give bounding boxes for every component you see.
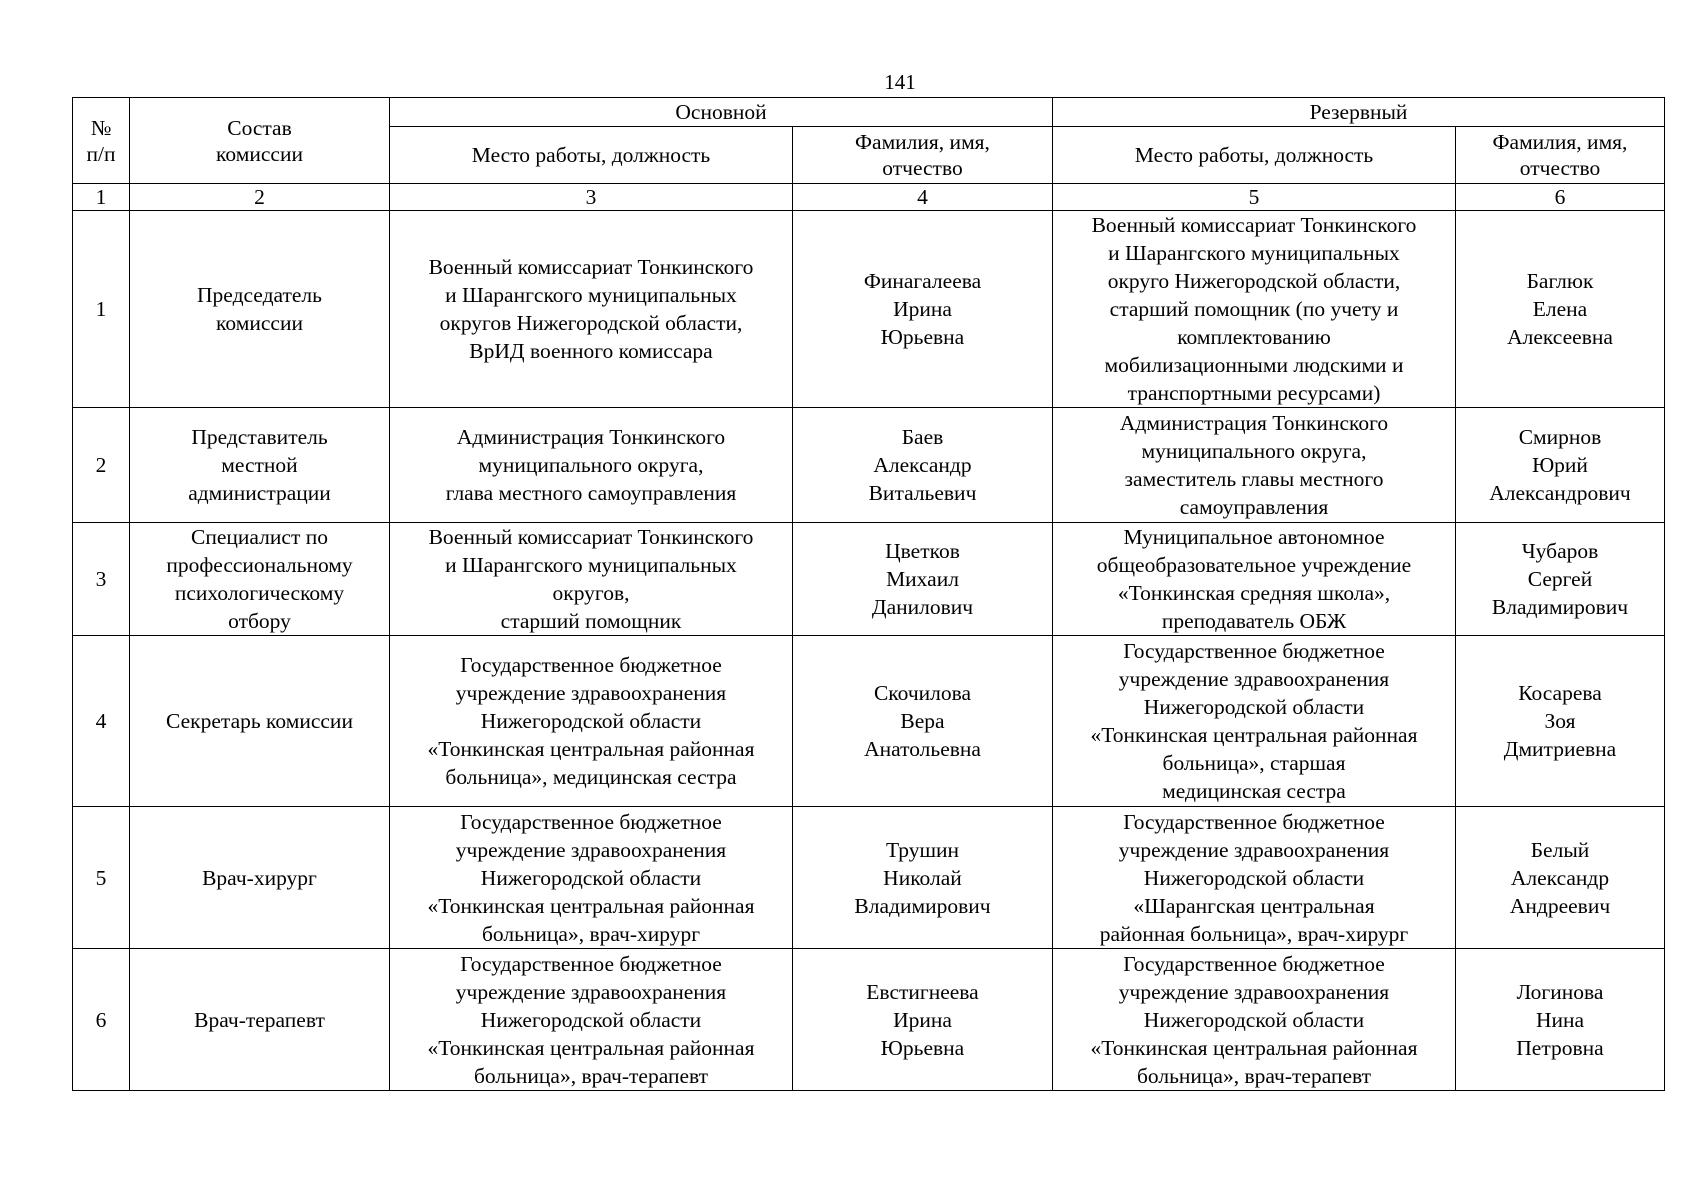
header-main-fio: Фамилия, имя, отчество xyxy=(793,127,1053,184)
page-number: 141 xyxy=(884,70,916,94)
table-row xyxy=(73,636,1665,807)
row-reserve-workplace: Государственное бюджетное учреждение здравоохранения Нижегородской области «Тонкинская центральная районная больница», старшая медицинская сестра xyxy=(1053,636,1456,807)
row-main-fio: Скочилова Вера Анатольевна xyxy=(793,636,1053,807)
row-reserve-fio: Чубаров Сергей Владимирович xyxy=(1456,523,1665,636)
row-role: Представитель местной администрации xyxy=(130,408,390,523)
row-reserve-fio: Смирнов Юрий Александрович xyxy=(1456,408,1665,523)
column-number: 2 xyxy=(130,184,390,211)
header-row-groups xyxy=(73,98,1665,127)
row-main-workplace: Государственное бюджетное учреждение здравоохранения Нижегородской области «Тонкинская центральная районная больница», медицинская сестра xyxy=(390,636,793,807)
table-row xyxy=(73,211,1665,408)
row-main-fio: Евстигнеева Ирина Юрьевна xyxy=(793,949,1053,1091)
row-reserve-workplace: Муниципальное автономное общеобразовательное учреждение «Тонкинская средняя школа», преподаватель ОБЖ xyxy=(1053,523,1456,636)
row-main-fio: Цветков Михаил Данилович xyxy=(793,523,1053,636)
row-reserve-fio: Белый Александр Андреевич xyxy=(1456,807,1665,949)
row-number: 4 xyxy=(73,636,130,807)
row-main-fio: Баев Александр Витальевич xyxy=(793,408,1053,523)
commission-table xyxy=(72,97,1665,1091)
row-number: 2 xyxy=(73,408,130,523)
header-main-group: Основной xyxy=(390,98,1053,127)
table-row xyxy=(73,807,1665,949)
row-reserve-workplace: Администрация Тонкинского муниципального округа, заместитель главы местного самоуправления xyxy=(1053,408,1456,523)
row-reserve-fio: Логинова Нина Петровна xyxy=(1456,949,1665,1091)
column-number-row xyxy=(73,184,1665,211)
row-reserve-fio: Косарева Зоя Дмитриевна xyxy=(1456,636,1665,807)
column-number: 3 xyxy=(390,184,793,211)
row-main-workplace: Военный комиссариат Тонкинского и Шарангского муниципальных округов, старший помощник xyxy=(390,523,793,636)
row-reserve-workplace: Военный комиссариат Тонкинского и Шарангского муниципальных округо Нижегородской области, старший помощник (по учету и комплектованию мобилизационными людскими и транспортными ресурсами) xyxy=(1053,211,1456,408)
column-number: 4 xyxy=(793,184,1053,211)
header-num: № п/п xyxy=(73,98,130,184)
row-role: Врач-хирург xyxy=(130,807,390,949)
row-reserve-workplace: Государственное бюджетное учреждение здравоохранения Нижегородской области «Тонкинская центральная районная больница», врач-терапевт xyxy=(1053,949,1456,1091)
row-main-workplace: Администрация Тонкинского муниципального округа, глава местного самоуправления xyxy=(390,408,793,523)
table-row xyxy=(73,408,1665,523)
header-composition: Состав комиссии xyxy=(130,98,390,184)
row-number: 5 xyxy=(73,807,130,949)
row-main-workplace: Государственное бюджетное учреждение здравоохранения Нижегородской области «Тонкинская центральная районная больница», врач-хирург xyxy=(390,807,793,949)
row-main-fio: Финагалеева Ирина Юрьевна xyxy=(793,211,1053,408)
table-row xyxy=(73,523,1665,636)
header-reserve-fio: Фамилия, имя, отчество xyxy=(1456,127,1665,184)
row-number: 1 xyxy=(73,211,130,408)
column-number: 6 xyxy=(1456,184,1665,211)
column-number: 1 xyxy=(73,184,130,211)
row-role: Секретарь комиссии xyxy=(130,636,390,807)
header-main-workplace: Место работы, должность xyxy=(390,127,793,184)
row-main-workplace: Государственное бюджетное учреждение здравоохранения Нижегородской области «Тонкинская центральная районная больница», врач-терапевт xyxy=(390,949,793,1091)
row-number: 3 xyxy=(73,523,130,636)
row-number: 6 xyxy=(73,949,130,1091)
header-reserve-workplace: Место работы, должность xyxy=(1053,127,1456,184)
row-reserve-fio: Баглюк Елена Алексеевна xyxy=(1456,211,1665,408)
column-number: 5 xyxy=(1053,184,1456,211)
row-role: Председатель комиссии xyxy=(130,211,390,408)
row-role: Специалист по профессиональному психологическому отбору xyxy=(130,523,390,636)
row-role: Врач-терапевт xyxy=(130,949,390,1091)
row-main-workplace: Военный комиссариат Тонкинского и Шарангского муниципальных округов Нижегородской области, ВрИД военного комиссара xyxy=(390,211,793,408)
row-reserve-workplace: Государственное бюджетное учреждение здравоохранения Нижегородской области «Шарангская центральная районная больница», врач-хирург xyxy=(1053,807,1456,949)
table-row xyxy=(73,949,1665,1091)
row-main-fio: Трушин Николай Владимирович xyxy=(793,807,1053,949)
header-reserve-group: Резервный xyxy=(1053,98,1665,127)
